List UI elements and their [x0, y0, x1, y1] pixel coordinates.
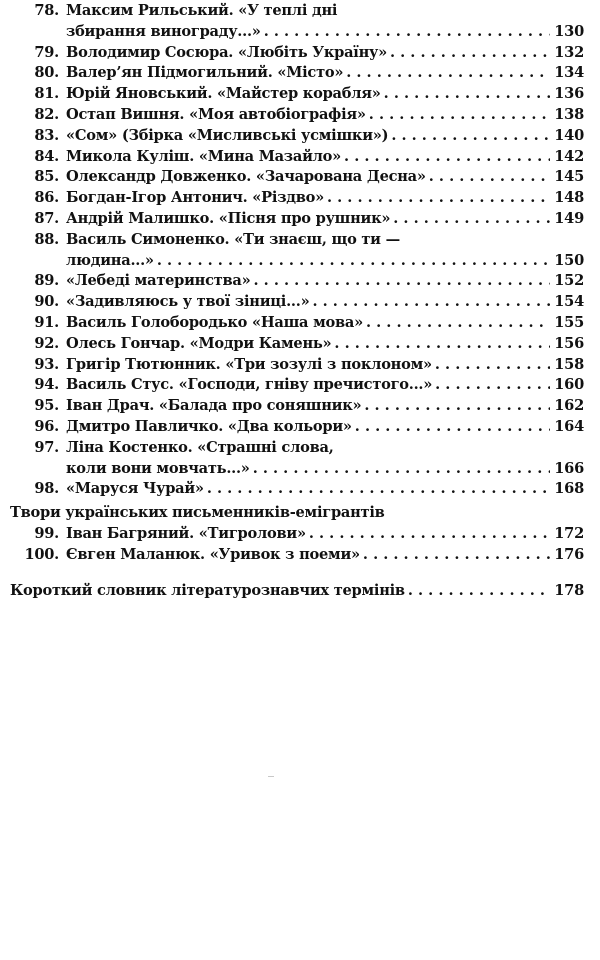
toc-entry: [0, 292, 596, 313]
entry-title-line: Андрій Малишко. «Пісня про рушник»: [66, 209, 391, 227]
entry-body: [66, 126, 584, 147]
entry-page-number: 145: [554, 168, 584, 186]
entry-number: 89.: [34, 272, 59, 290]
leader-dots: [388, 126, 550, 147]
entry-body: [66, 438, 584, 480]
entry-title-line: Юрій Яновський. «Майстер корабля»: [66, 85, 381, 103]
toc-entry: [0, 188, 596, 209]
leader-dots: [154, 251, 550, 272]
leader-dots: [261, 22, 551, 43]
toc-entry: [0, 417, 596, 438]
entry-title-line: «Маруся Чурай»: [66, 480, 204, 498]
entry-page-number: 158: [554, 355, 584, 373]
toc-entry: [0, 334, 596, 355]
entry-last-line: [66, 334, 584, 355]
page-mark: [268, 776, 274, 777]
entry-last-line: [66, 126, 584, 147]
entry-title-line: Олександр Довженко. «Зачарована Десна»: [66, 168, 426, 186]
entry-body: [66, 63, 584, 84]
toc-entry: [0, 209, 596, 230]
entry-number: 94.: [34, 376, 59, 394]
leader-dots: [251, 271, 551, 292]
entry-number: 100.: [24, 545, 59, 563]
leader-dots: [343, 63, 550, 84]
entry-title-line: Євген Маланюк. «Уривок з поеми»: [66, 545, 360, 563]
leader-dots: [361, 396, 550, 417]
entry-title-line: «Задивляюсь у твої зіниці...»: [66, 293, 310, 311]
entry-last-line: [66, 396, 584, 417]
entry-body: [66, 375, 584, 396]
entry-body: [66, 105, 584, 126]
entry-body: [66, 545, 584, 566]
leader-dots: [366, 105, 550, 126]
entry-number: 93.: [34, 355, 59, 373]
entry-title-line: Григір Тютюнник. «Три зозулі з поклоном»: [66, 355, 432, 373]
entry-body: [66, 334, 584, 355]
toc-entry: [0, 479, 596, 500]
entry-title-line: Остап Вишня. «Моя автобіографія»: [66, 105, 366, 123]
entry-page-number: 132: [554, 43, 584, 61]
entry-number: 96.: [34, 417, 59, 435]
entry-body: [66, 271, 584, 292]
entry-body: [66, 524, 584, 545]
entry-title-line: «Сом» (Збірка «Мисливські усмішки»): [66, 126, 389, 144]
entry-number: 97.: [34, 438, 59, 456]
entry-title-line: Микола Куліш. «Мина Мазайло»: [66, 147, 342, 165]
entry-number: 91.: [34, 313, 59, 331]
entry-last-line: [66, 355, 584, 376]
entry-title-line: Валер’ян Підмогильний. «Місто»: [66, 64, 344, 82]
leader-dots: [250, 459, 551, 480]
toc-entry: [0, 63, 596, 84]
entry-title-line: Іван Багряний. «Тигролови»: [66, 524, 306, 542]
entry-last-line: [66, 479, 584, 500]
entry-body: [66, 147, 584, 168]
toc-entry: [0, 524, 596, 545]
toc-entry: [0, 43, 596, 64]
leader-dots: [352, 417, 551, 438]
glossary-title: Короткий словник літературознавчих термінів: [10, 581, 405, 599]
toc-entry: [0, 355, 596, 376]
leader-dots: [426, 167, 551, 188]
leader-dots: [324, 188, 550, 209]
entry-number: 99.: [34, 524, 59, 542]
entry-page-number: 162: [554, 397, 584, 415]
toc-entry: [0, 438, 596, 480]
entry-last-line: [66, 251, 584, 272]
entry-body: [66, 417, 584, 438]
entry-body: [66, 479, 584, 500]
entry-page-number: 164: [554, 417, 584, 435]
section-heading-emigrants: Твори українських письменників-емігрантів: [10, 504, 385, 522]
entry-last-line: [66, 459, 584, 480]
entry-number: 87.: [34, 209, 59, 227]
entry-title-line: Василь Симоненко. «Ти знаєш, що ти —: [66, 230, 400, 248]
entry-page-number: 148: [554, 189, 584, 207]
entry-number: 92.: [34, 334, 59, 352]
entry-page-number: 172: [554, 524, 584, 542]
entry-title-line: «Лебеді материнства»: [66, 272, 251, 290]
entry-page-number: 136: [554, 85, 584, 103]
entry-title-line: збирання винограду...»: [66, 22, 261, 40]
entry-title-line: Дмитро Павличко. «Два кольори»: [66, 417, 352, 435]
leader-dots: [405, 581, 550, 602]
entry-last-line: [66, 375, 584, 396]
leader-dots: [204, 479, 550, 500]
entry-body: [66, 188, 584, 209]
toc-entry: [0, 545, 596, 566]
toc-entry: [0, 230, 596, 272]
entry-last-line: [66, 524, 584, 545]
leader-dots: [306, 524, 550, 545]
entry-title-line: коли вони мовчать...»: [66, 459, 250, 477]
entry-page-number: 166: [554, 459, 584, 477]
toc-entry: [0, 126, 596, 147]
entry-body: [66, 230, 584, 272]
entry-title-line: Іван Драч. «Балада про соняшник»: [66, 397, 362, 415]
entry-page-number: 176: [554, 545, 584, 563]
entry-page-number: 138: [554, 105, 584, 123]
leader-dots: [341, 147, 550, 168]
entry-last-line: [66, 22, 584, 43]
entry-title-line: Богдан-Ігор Антонич. «Різдво»: [66, 189, 324, 207]
entry-last-line: [66, 147, 584, 168]
entry-last-line: [66, 271, 584, 292]
entry-number: 81.: [34, 85, 59, 103]
entry-page-number: 149: [554, 209, 584, 227]
entry-number: 95.: [34, 397, 59, 415]
entry-body: [66, 355, 584, 376]
entry-body: [66, 167, 584, 188]
leader-dots: [432, 355, 550, 376]
toc-entry: [0, 375, 596, 396]
entry-page-number: 168: [554, 480, 584, 498]
entry-last-line: [66, 417, 584, 438]
leader-dots: [387, 43, 550, 64]
entry-number: 84.: [34, 147, 59, 165]
entry-page-number: 160: [554, 376, 584, 394]
entry-title-line: Ліна Костенко. «Страшні слова,: [66, 438, 334, 456]
entry-last-line: [66, 188, 584, 209]
entry-body: [66, 313, 584, 334]
entry-number: 82.: [34, 105, 59, 123]
toc-entries-part1: [0, 1, 596, 500]
entry-body: [66, 84, 584, 105]
leader-dots: [309, 292, 550, 313]
entry-title-line: Олесь Гончар. «Модри Камень»: [66, 334, 332, 352]
entry-title-line: Василь Голобородько «Наша мова»: [66, 313, 363, 331]
glossary-page-number: 178: [554, 581, 584, 599]
entry-title-line: Максим Рильський. «У теплі дні: [66, 2, 338, 19]
entry-title-line: Василь Стус. «Господи, гніву пречистого...»: [66, 376, 433, 394]
entry-last-line: [66, 105, 584, 126]
entry-body: [66, 209, 584, 230]
entry-title-line: людина...»: [66, 251, 154, 269]
entry-body: [66, 43, 584, 64]
leader-dots: [360, 545, 550, 566]
toc-entry: [0, 147, 596, 168]
entry-page-number: 156: [554, 334, 584, 352]
entry-page-number: 130: [554, 22, 584, 40]
entry-number: 78.: [34, 2, 59, 19]
entry-last-line: [66, 63, 584, 84]
leader-dots: [331, 334, 550, 355]
entry-body: [66, 1, 584, 43]
leader-dots: [432, 375, 550, 396]
entry-number: 80.: [34, 64, 59, 82]
entry-number: 86.: [34, 189, 59, 207]
entry-page-number: 150: [554, 251, 584, 269]
entry-number: 85.: [34, 168, 59, 186]
toc-entry: [0, 396, 596, 417]
glossary-entry: [0, 581, 596, 602]
leader-dots: [390, 209, 550, 230]
entry-last-line: [66, 209, 584, 230]
entry-last-line: [66, 313, 584, 334]
entry-number: 79.: [34, 43, 59, 61]
entry-page-number: 154: [554, 293, 584, 311]
entry-number: 90.: [34, 293, 59, 311]
entry-last-line: [66, 167, 584, 188]
entry-page-number: 155: [554, 313, 584, 331]
leader-dots: [381, 84, 551, 105]
entry-number: 88.: [34, 230, 59, 248]
toc-entry: [0, 105, 596, 126]
entry-body: [66, 292, 584, 313]
toc-entry: [0, 84, 596, 105]
entry-title-line: Володимир Сосюра. «Любіть Україну»: [66, 43, 387, 61]
entry-number: 83.: [34, 126, 59, 144]
entry-page-number: 140: [554, 126, 584, 144]
entry-page-number: 142: [554, 147, 584, 165]
entry-last-line: [66, 43, 584, 64]
entry-body: [66, 396, 584, 417]
toc-entry: [0, 313, 596, 334]
entry-number: 98.: [34, 480, 59, 498]
toc-entry: [0, 167, 596, 188]
entry-page-number: 152: [554, 272, 584, 290]
toc-entries-emigrants: [0, 524, 596, 566]
toc-entry: [0, 1, 596, 43]
leader-dots: [363, 313, 550, 334]
entry-last-line: [66, 545, 584, 566]
toc-entry: [0, 271, 596, 292]
entry-page-number: 134: [554, 64, 584, 82]
entry-last-line: [66, 84, 584, 105]
entry-last-line: [66, 292, 584, 313]
